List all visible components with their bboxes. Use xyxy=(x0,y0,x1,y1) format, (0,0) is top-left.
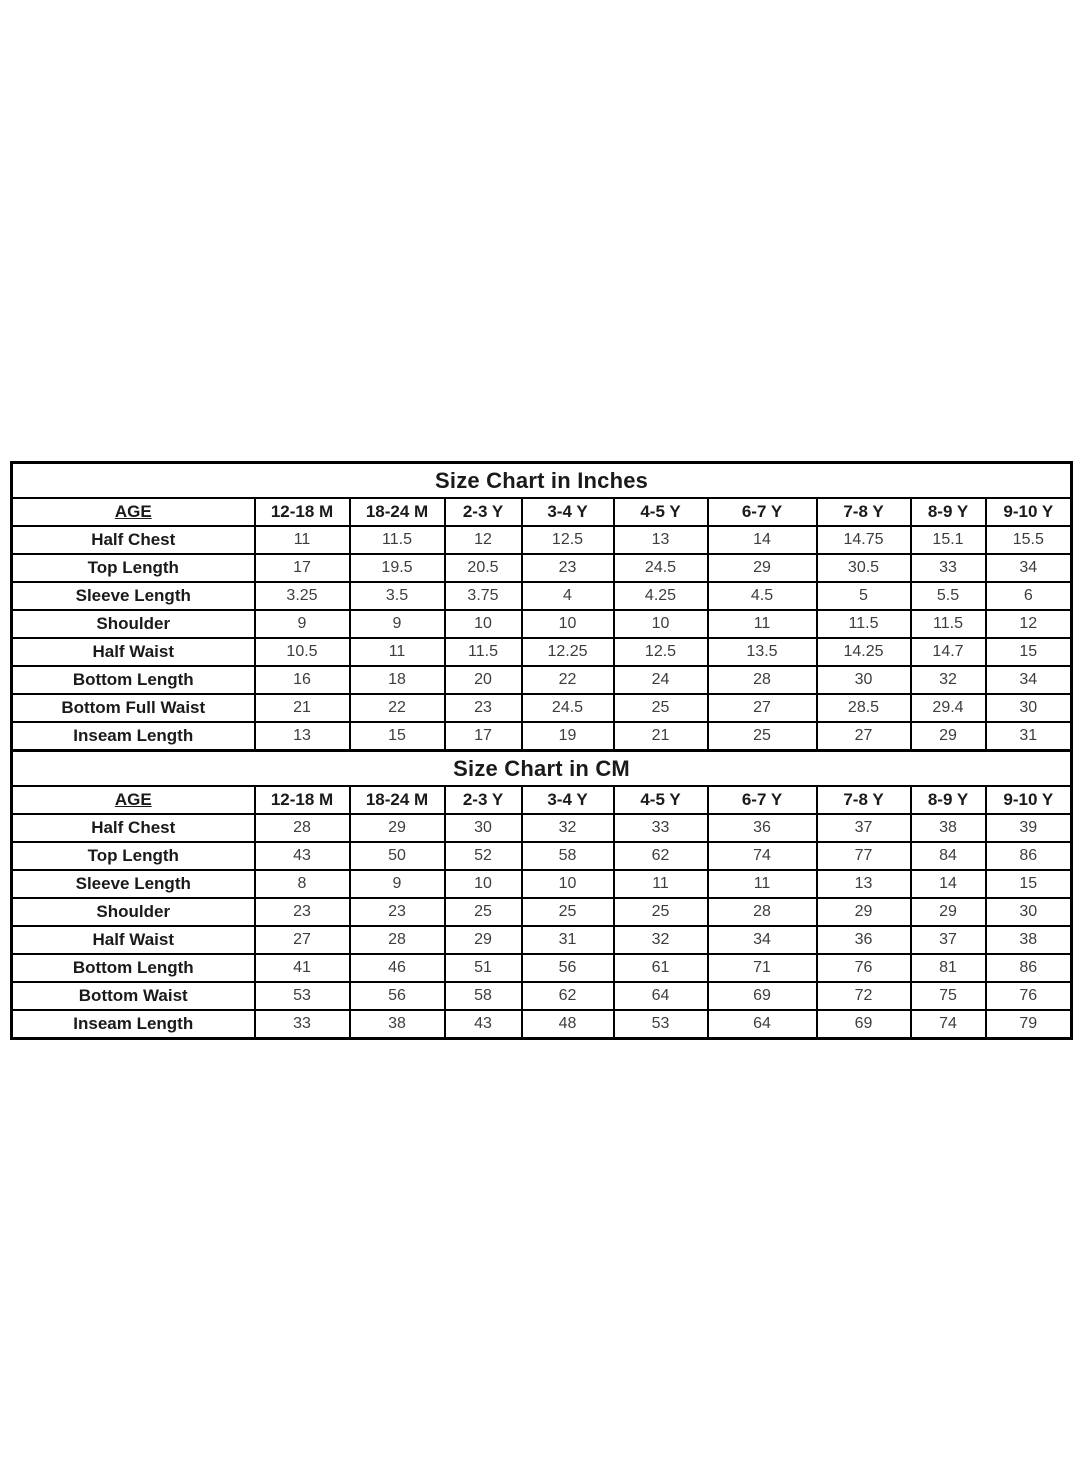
measurement-value: 74 xyxy=(708,842,817,870)
measurement-value: 13 xyxy=(817,870,911,898)
measurement-value: 10 xyxy=(614,610,708,638)
section-title-row xyxy=(12,463,1072,499)
measurement-value: 37 xyxy=(911,926,986,954)
measurement-value: 64 xyxy=(614,982,708,1010)
measurement-label: Bottom Length xyxy=(12,666,255,694)
measurement-value: 15.1 xyxy=(911,526,986,554)
measurement-value: 30.5 xyxy=(817,554,911,582)
measurement-value: 20 xyxy=(445,666,522,694)
table-row xyxy=(12,666,1072,694)
measurement-value: 86 xyxy=(986,842,1072,870)
age-range-header: 6-7 Y xyxy=(708,498,817,526)
measurement-value: 74 xyxy=(911,1010,986,1039)
age-range-header: 7-8 Y xyxy=(817,498,911,526)
measurement-value: 53 xyxy=(614,1010,708,1039)
table-row xyxy=(12,638,1072,666)
header-row xyxy=(12,498,1072,526)
measurement-value: 11 xyxy=(708,870,817,898)
measurement-value: 5.5 xyxy=(911,582,986,610)
measurement-value: 11 xyxy=(708,610,817,638)
table-row xyxy=(12,898,1072,926)
measurement-value: 12.5 xyxy=(522,526,614,554)
measurement-value: 34 xyxy=(986,666,1072,694)
size-chart-table xyxy=(10,461,1073,1040)
measurement-label: Half Chest xyxy=(12,814,255,842)
measurement-value: 23 xyxy=(350,898,445,926)
measurement-label: Half Waist xyxy=(12,638,255,666)
measurement-value: 52 xyxy=(445,842,522,870)
measurement-value: 12.5 xyxy=(614,638,708,666)
measurement-value: 33 xyxy=(255,1010,350,1039)
measurement-value: 58 xyxy=(445,982,522,1010)
measurement-value: 5 xyxy=(817,582,911,610)
measurement-value: 15.5 xyxy=(986,526,1072,554)
measurement-value: 11 xyxy=(614,870,708,898)
table-row xyxy=(12,554,1072,582)
measurement-value: 61 xyxy=(614,954,708,982)
measurement-value: 56 xyxy=(350,982,445,1010)
age-range-header: 9-10 Y xyxy=(986,498,1072,526)
measurement-value: 71 xyxy=(708,954,817,982)
measurement-value: 79 xyxy=(986,1010,1072,1039)
measurement-value: 56 xyxy=(522,954,614,982)
age-range-header: 4-5 Y xyxy=(614,786,708,814)
measurement-value: 24.5 xyxy=(522,694,614,722)
measurement-value: 15 xyxy=(350,722,445,751)
measurement-value: 38 xyxy=(911,814,986,842)
age-range-header: 3-4 Y xyxy=(522,498,614,526)
age-range-header: 4-5 Y xyxy=(614,498,708,526)
measurement-value: 4 xyxy=(522,582,614,610)
measurement-value: 33 xyxy=(614,814,708,842)
measurement-value: 76 xyxy=(817,954,911,982)
measurement-value: 14 xyxy=(911,870,986,898)
measurement-value: 23 xyxy=(445,694,522,722)
measurement-value: 14.25 xyxy=(817,638,911,666)
measurement-value: 10 xyxy=(522,870,614,898)
measurement-value: 12 xyxy=(445,526,522,554)
measurement-label: Bottom Full Waist xyxy=(12,694,255,722)
measurement-value: 86 xyxy=(986,954,1072,982)
measurement-value: 39 xyxy=(986,814,1072,842)
measurement-label: Shoulder xyxy=(12,610,255,638)
measurement-value: 75 xyxy=(911,982,986,1010)
age-column-header: AGE xyxy=(12,786,255,814)
table-row xyxy=(12,582,1072,610)
measurement-value: 84 xyxy=(911,842,986,870)
measurement-value: 72 xyxy=(817,982,911,1010)
measurement-value: 11.5 xyxy=(350,526,445,554)
measurement-value: 34 xyxy=(708,926,817,954)
measurement-label: Top Length xyxy=(12,842,255,870)
table-row xyxy=(12,722,1072,751)
table-row xyxy=(12,842,1072,870)
measurement-value: 21 xyxy=(614,722,708,751)
age-range-header: 3-4 Y xyxy=(522,786,614,814)
measurement-value: 14.7 xyxy=(911,638,986,666)
age-range-header: 18-24 M xyxy=(350,786,445,814)
measurement-value: 9 xyxy=(255,610,350,638)
measurement-value: 29 xyxy=(911,722,986,751)
measurement-value: 10.5 xyxy=(255,638,350,666)
measurement-value: 25 xyxy=(614,898,708,926)
measurement-value: 53 xyxy=(255,982,350,1010)
measurement-value: 36 xyxy=(708,814,817,842)
measurement-value: 4.25 xyxy=(614,582,708,610)
measurement-label: Inseam Length xyxy=(12,722,255,751)
section-title-row xyxy=(12,751,1072,787)
table-row xyxy=(12,926,1072,954)
age-range-header: 2-3 Y xyxy=(445,786,522,814)
age-range-header: 9-10 Y xyxy=(986,786,1072,814)
measurement-value: 23 xyxy=(255,898,350,926)
measurement-label: Bottom Length xyxy=(12,954,255,982)
measurement-value: 21 xyxy=(255,694,350,722)
measurement-value: 17 xyxy=(445,722,522,751)
measurement-value: 62 xyxy=(614,842,708,870)
measurement-value: 22 xyxy=(350,694,445,722)
header-row xyxy=(12,786,1072,814)
measurement-value: 10 xyxy=(522,610,614,638)
table-row xyxy=(12,526,1072,554)
measurement-value: 27 xyxy=(817,722,911,751)
measurement-value: 13 xyxy=(614,526,708,554)
measurement-value: 3.5 xyxy=(350,582,445,610)
age-range-header: 2-3 Y xyxy=(445,498,522,526)
measurement-value: 69 xyxy=(817,1010,911,1039)
measurement-value: 20.5 xyxy=(445,554,522,582)
measurement-value: 38 xyxy=(986,926,1072,954)
measurement-label: Sleeve Length xyxy=(12,582,255,610)
measurement-value: 38 xyxy=(350,1010,445,1039)
measurement-value: 23 xyxy=(522,554,614,582)
table-row xyxy=(12,954,1072,982)
measurement-value: 3.75 xyxy=(445,582,522,610)
age-range-header: 8-9 Y xyxy=(911,786,986,814)
measurement-value: 25 xyxy=(522,898,614,926)
measurement-value: 28.5 xyxy=(817,694,911,722)
measurement-value: 11.5 xyxy=(911,610,986,638)
measurement-value: 9 xyxy=(350,870,445,898)
table-row xyxy=(12,814,1072,842)
measurement-value: 27 xyxy=(708,694,817,722)
age-range-header: 12-18 M xyxy=(255,786,350,814)
table-row xyxy=(12,982,1072,1010)
measurement-value: 25 xyxy=(445,898,522,926)
measurement-value: 29 xyxy=(350,814,445,842)
measurement-value: 11 xyxy=(350,638,445,666)
measurement-value: 37 xyxy=(817,814,911,842)
age-range-header: 18-24 M xyxy=(350,498,445,526)
measurement-value: 12.25 xyxy=(522,638,614,666)
measurement-value: 76 xyxy=(986,982,1072,1010)
measurement-value: 13.5 xyxy=(708,638,817,666)
measurement-label: Sleeve Length xyxy=(12,870,255,898)
age-range-header: 12-18 M xyxy=(255,498,350,526)
measurement-value: 17 xyxy=(255,554,350,582)
measurement-value: 69 xyxy=(708,982,817,1010)
measurement-value: 24.5 xyxy=(614,554,708,582)
measurement-label: Inseam Length xyxy=(12,1010,255,1039)
measurement-value: 10 xyxy=(445,870,522,898)
measurement-value: 9 xyxy=(350,610,445,638)
measurement-value: 28 xyxy=(350,926,445,954)
table-row xyxy=(12,610,1072,638)
measurement-value: 28 xyxy=(708,666,817,694)
measurement-value: 29 xyxy=(445,926,522,954)
measurement-value: 34 xyxy=(986,554,1072,582)
measurement-value: 48 xyxy=(522,1010,614,1039)
measurement-label: Top Length xyxy=(12,554,255,582)
measurement-value: 11 xyxy=(255,526,350,554)
measurement-value: 36 xyxy=(817,926,911,954)
measurement-value: 58 xyxy=(522,842,614,870)
measurement-value: 31 xyxy=(986,722,1072,751)
measurement-value: 22 xyxy=(522,666,614,694)
table-title: Size Chart in CM xyxy=(12,751,1072,787)
measurement-value: 19.5 xyxy=(350,554,445,582)
measurement-value: 8 xyxy=(255,870,350,898)
table-row xyxy=(12,1010,1072,1039)
measurement-label: Half Chest xyxy=(12,526,255,554)
measurement-value: 62 xyxy=(522,982,614,1010)
measurement-value: 29.4 xyxy=(911,694,986,722)
measurement-value: 25 xyxy=(614,694,708,722)
measurement-value: 30 xyxy=(817,666,911,694)
measurement-value: 30 xyxy=(986,898,1072,926)
measurement-value: 11.5 xyxy=(445,638,522,666)
age-range-header: 7-8 Y xyxy=(817,786,911,814)
measurement-value: 32 xyxy=(522,814,614,842)
measurement-value: 27 xyxy=(255,926,350,954)
measurement-value: 33 xyxy=(911,554,986,582)
measurement-value: 29 xyxy=(708,554,817,582)
table-row xyxy=(12,870,1072,898)
measurement-value: 31 xyxy=(522,926,614,954)
measurement-value: 51 xyxy=(445,954,522,982)
measurement-value: 3.25 xyxy=(255,582,350,610)
measurement-value: 50 xyxy=(350,842,445,870)
measurement-value: 18 xyxy=(350,666,445,694)
measurement-value: 10 xyxy=(445,610,522,638)
measurement-value: 15 xyxy=(986,870,1072,898)
measurement-value: 43 xyxy=(445,1010,522,1039)
measurement-value: 12 xyxy=(986,610,1072,638)
measurement-value: 41 xyxy=(255,954,350,982)
measurement-value: 77 xyxy=(817,842,911,870)
table-title: Size Chart in Inches xyxy=(12,463,1072,499)
measurement-value: 15 xyxy=(986,638,1072,666)
measurement-value: 4.5 xyxy=(708,582,817,610)
measurement-value: 29 xyxy=(911,898,986,926)
measurement-value: 16 xyxy=(255,666,350,694)
measurement-value: 6 xyxy=(986,582,1072,610)
measurement-value: 29 xyxy=(817,898,911,926)
measurement-value: 46 xyxy=(350,954,445,982)
measurement-value: 32 xyxy=(911,666,986,694)
measurement-label: Bottom Waist xyxy=(12,982,255,1010)
measurement-value: 30 xyxy=(986,694,1072,722)
measurement-value: 28 xyxy=(255,814,350,842)
measurement-value: 14.75 xyxy=(817,526,911,554)
age-range-header: 6-7 Y xyxy=(708,786,817,814)
measurement-value: 19 xyxy=(522,722,614,751)
measurement-value: 25 xyxy=(708,722,817,751)
measurement-value: 32 xyxy=(614,926,708,954)
measurement-value: 13 xyxy=(255,722,350,751)
measurement-value: 28 xyxy=(708,898,817,926)
measurement-value: 81 xyxy=(911,954,986,982)
measurement-value: 30 xyxy=(445,814,522,842)
measurement-value: 11.5 xyxy=(817,610,911,638)
measurement-value: 43 xyxy=(255,842,350,870)
measurement-value: 14 xyxy=(708,526,817,554)
age-column-header: AGE xyxy=(12,498,255,526)
measurement-label: Shoulder xyxy=(12,898,255,926)
measurement-label: Half Waist xyxy=(12,926,255,954)
table-row xyxy=(12,694,1072,722)
measurement-value: 24 xyxy=(614,666,708,694)
age-range-header: 8-9 Y xyxy=(911,498,986,526)
measurement-value: 64 xyxy=(708,1010,817,1039)
